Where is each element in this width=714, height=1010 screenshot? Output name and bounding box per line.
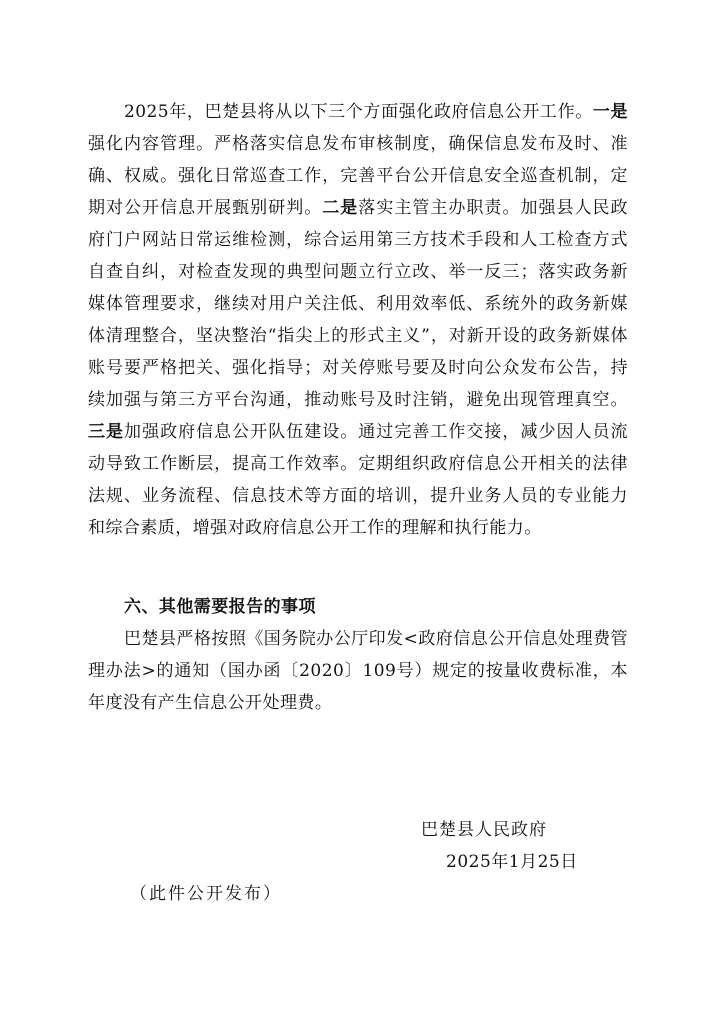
point-two-text: 落实主管主办职责。加强县人民政府门户网站日常运维检测，综合运用第三方技术手段和人工检查方式自查自纠，对检查发现的典型问题立行立改、举一反三；落实政务新媒体管理要求，继续对用户关注低、利用效率低、系统外的政务新媒体清理整合，坚决整治“指尖上的形式主义”，对新开设的政务新媒体账号要严格把关、强化指导；对关停账号要及时向公众发布公告，持续加强与第三方平台沟通，推动账号及时注销，避免出现管理真空。 [88, 198, 629, 410]
publish-note: （此件公开发布） [130, 884, 282, 904]
signature-date: 2025年1月25日 [446, 852, 578, 872]
work-plan-paragraph [88, 96, 628, 544]
signature-organization: 巴楚县人民政府 [421, 820, 547, 840]
work-plan-intro: 2025年，巴楚县将从以下三个方面强化政府信息公开工作。 [124, 102, 593, 122]
point-one-label: 一是 [592, 102, 628, 122]
section-six-heading: 六、其他需要报告的事项 [124, 597, 316, 617]
point-three-text: 加强政府信息公开队伍建设。通过完善工作交接，减少因人员流动导致工作断层，提高工作效率。定期组织政府信息公开相关的法律法规、业务流程、信息技术等方面的培训，提升业务人员的专业能力和综合素质，增强对政府信息公开工作的理解和执行能力。 [88, 422, 628, 538]
point-one-text: 强化内容管理。严格落实信息发布审核制度，确保信息发布及时、准确、权威。强化日常巡查工作，完善平台公开信息安全巡查机制，定期对公开信息开展甄别研判。 [88, 134, 628, 218]
point-two-label: 二是 [322, 198, 359, 218]
point-three-label: 三是 [88, 422, 125, 442]
section-six-body: 巴楚县严格按照《国务院办公厅印发<政府信息公开信息处理费管理办法>的通知（国办函〔2020〕109号）规定的按量收费标准，本年度没有产生信息公开处理费。 [88, 629, 628, 713]
